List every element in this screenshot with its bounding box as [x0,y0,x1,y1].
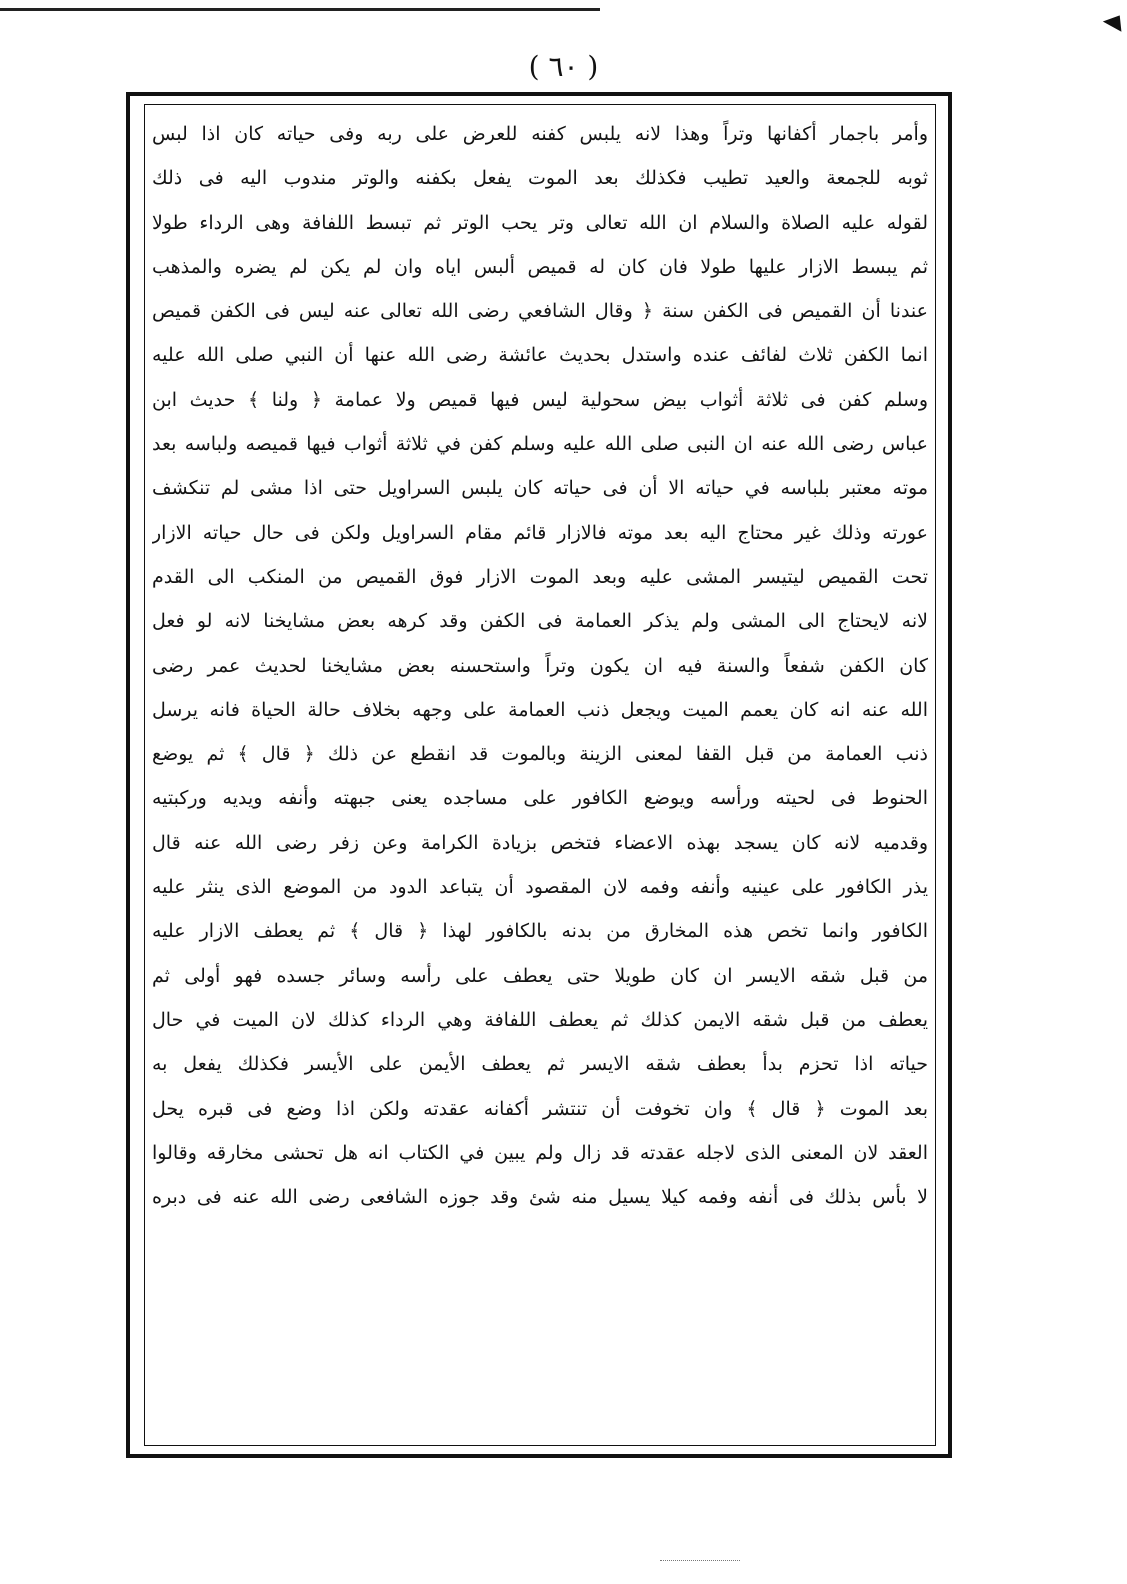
text-line: تحت القميص ليتيسر المشى عليه وبعد الموت الازار فوق القميص من المنكب الى القدم [152,565,928,588]
text-line: عورته وذلك غير محتاج اليه بعد موته فالازار قائم مقام السراويل ولكن فى حال حياته الازار [152,521,928,544]
text-line: يذر الكافور على عينيه وأنفه وفمه لان المقصود أن يتباعد الدود من الموضع الذى ينثر عليه [152,876,928,899]
bottom-specks [660,1560,740,1563]
text-line: حياته اذا تحزم بدأ بعطف شقه الايسر ثم يعطف الأيمن على الأيسر فكذلك يفعل به [152,1053,928,1076]
text-line: العقد لان المعنى الذى لاجله عقدته قد زال ولم يبين في الكتاب انه هل تحشى مخارقه وقالوا [152,1141,928,1164]
text-line: عباس رضى الله عنه ان النبى صلى الله عليه وسلم كفن في ثلاثة أثواب فيها قميصه ولباسه بعد [152,433,928,456]
text-line: كان الكفن شفعاً والسنة فيه ان يكون وتراً واستحسنه بعض مشايخنا لحديث عمر رضى [152,654,928,677]
text-line: ثوبه للجمعة والعيد تطيب فكذلك بعد الموت يفعل بكفنه والوتر مندوب اليه فى ذلك [152,167,928,190]
text-line: انما الكفن ثلاث لفائف عنده واستدل بحديث عائشة رضى الله عنها أن النبي صلى الله عليه [152,344,928,367]
top-rule [0,8,600,11]
text-line: موته معتبر بلباسه في حياته الا أن فى حياته كان يلبس السراويل حتى اذا مشى لم تنكشف [152,477,928,500]
text-line: لقوله عليه الصلاة والسلام ان الله تعالى وتر يحب الوتر ثم تبسط اللفافة وهى الرداء طولا [152,211,928,234]
text-line: وأمر باجمار أكفانها وتراً وهذا لانه يلبس كفنه للعرض على ربه وفى حياته كان اذا لبس [152,123,928,145]
text-line: ذنب العمامة من قبل القفا لمعنى الزينة وبالموت قد انقطع عن ذلك ﴿ قال ﴾ ثم يوضع [152,743,928,766]
corner-mark [1103,15,1125,36]
text-line: لانه لايحتاج الى المشى ولم يذكر العمامة فى الكفن وقد كرهه بعض مشايخنا لانه لو فعل [152,610,928,633]
text-line: من قبل شقه الايسر ان كان طويلا حتى يعطف على رأسه وسائر جسده فهو أولى ثم [152,964,928,987]
text-line: الحنوط فى لحيته ورأسه ويوضع الكافور على مساجده يعنى جبهته وأنفه ويديه وركبتيه [152,787,928,810]
text-line: ثم يبسط الازار عليها طولا فان كان له قميص ألبس اياه وان لم يكن لم يضره والمذهب [152,255,928,278]
text-line: يعطف من قبل شقه الايمن كذلك ثم يعطف اللفافة وهي الرداء كذلك لان الميت في حال [152,1008,928,1031]
page-number: ( ٦٠ ) [528,50,599,83]
text-line: عندنا أن القميص فى الكفن سنة ﴿ وقال الشافعي رضى الله تعالى عنه ليس فى الكفن قميص [152,300,928,323]
text-line: بعد الموت ﴿ قال ﴾ وان تخوفت أن تنتشر أكفانه عقدته ولكن اذا وضع فى قبره يحل [152,1097,928,1120]
text-line: الكافور وانما تخص هذه المخارق من بدنه بالكافور لهذا ﴿ قال ﴾ ثم يعطف الازار عليه [152,920,928,943]
text-line: وقدميه لانه كان يسجد بهذه الاعضاء فتخص بزيادة الكرامة وعن زفر رضى الله عنه قال [152,831,928,854]
text-block [152,112,928,1219]
text-line: وسلم كفن فى ثلاثة أثواب بيض سحولية ليس فيها قميص ولا عمامة ﴿ ولنا ﴾ حديث ابن [152,388,928,411]
text-line: لا بأس بذلك فى أنفه وفمه كيلا يسيل منه شئ وقد جوزه الشافعى رضى الله عنه فى دبره [152,1186,928,1209]
text-line: الله عنه انه كان يعمم الميت ويجعل ذنب العمامة على وجهه بخلاف حالة الحياة فانه يرسل [152,698,928,721]
